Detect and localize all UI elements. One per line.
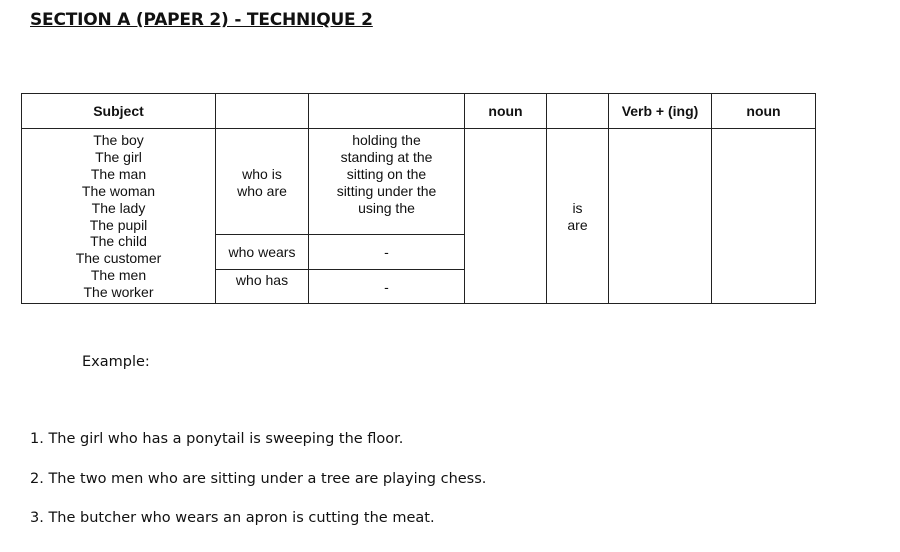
header-verb-ing: Verb + (ing) [609,94,712,129]
header-subject: Subject [22,94,216,129]
subject-item: The woman [81,182,156,199]
header-verb [547,94,609,129]
phrase-item: sitting on the [346,165,427,182]
header-noun-1: noun [465,94,547,129]
example-sentence-2: 2. The two men who are sitting under a tree are playing chess. [30,471,487,487]
noun-cell-1 [465,129,547,304]
verb-item: are [567,217,588,233]
sentence-table [21,93,816,304]
example-sentence-1: 1. The girl who has a ponytail is sweeping the floor. [30,431,404,447]
dash-cell-1: - [309,235,465,270]
relative-cell [216,129,309,235]
subject-cell [22,129,216,304]
subject-item: The worker [83,284,154,301]
phrase-item: standing at the [340,148,433,165]
who-has-cell: who has [216,270,309,304]
verb-item: is [572,200,583,216]
subject-item: The men [90,267,147,284]
phrase-item: sitting under the [336,182,437,199]
header-relative [216,94,309,129]
subject-item: The customer [75,250,162,267]
verb-cell [547,129,609,304]
header-row [22,94,816,129]
page-title: SECTION A (PAPER 2) - TECHNIQUE 2 [30,10,373,30]
subject-item: The child [90,233,147,250]
subject-item: The girl [95,148,142,165]
subject-item: The pupil [89,216,148,233]
example-sentence-3: 3. The butcher who wears an apron is cutting the meat. [30,510,435,526]
verb-ing-cell [609,129,712,304]
subject-item: The boy [93,132,144,148]
relative-item: who are [237,182,287,199]
subject-item: The man [90,165,147,182]
header-noun-2: noun [712,94,816,129]
header-phrase [309,94,465,129]
subject-item: The lady [91,199,146,216]
phrase-item: holding the [352,132,421,148]
who-wears-cell: who wears [216,235,309,270]
example-label: Example: [82,354,150,370]
dash-cell-2: - [309,270,465,304]
phrase-cell [309,129,465,235]
relative-item: who is [242,166,282,182]
noun-cell-2 [712,129,816,304]
phrase-item: using the [358,199,415,216]
